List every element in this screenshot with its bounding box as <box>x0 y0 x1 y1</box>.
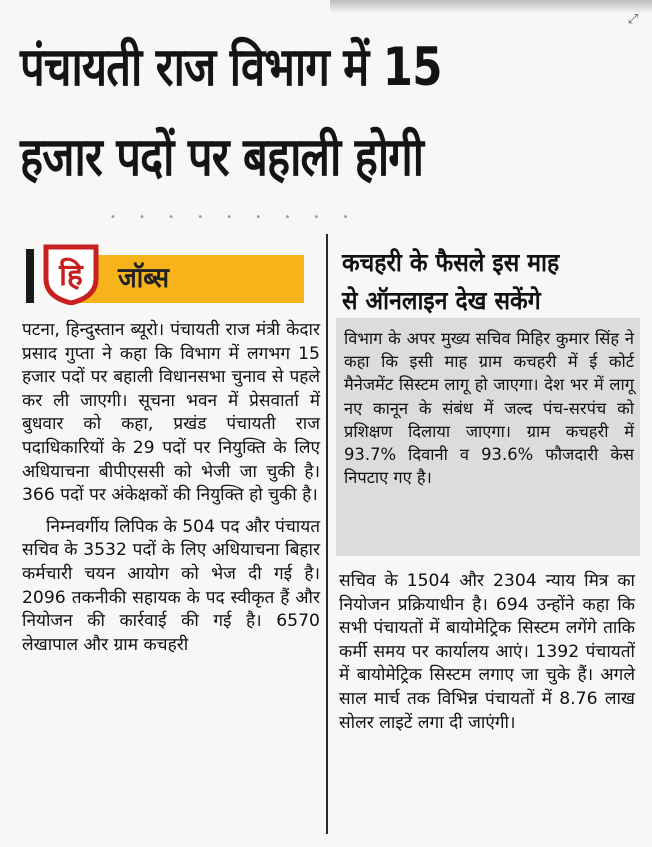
section-label-band <box>72 255 304 303</box>
main-story <box>22 319 320 657</box>
hindustan-logo-icon <box>42 243 100 305</box>
section-bar <box>26 249 34 303</box>
story-paragraph: पटना, हिन्दुस्तान ब्यूरो। पंचायती राज मंत्री केदार प्रसाद गुप्ता ने कहा कि विभाग में लगभग 15 हजार पदों पर बहाली विधानसभा चुनाव से पहले कर ली जाएगी। सूचना भवन में प्रेसवार्ता में बुधवार को कहा, प्रखंड पंचायती राज पदाधिकारियों के 29 पदों पर नियुक्ति के लिए अधियाचना बीपीएससी को भेजी जा चुकी है। 366 पदों पर अंकेक्षकों की नियुक्ति हो चुकी है। <box>22 320 320 506</box>
story-paragraph: निम्नवर्गीय लिपिक के 504 पद और पंचायत सचिव के 3532 पदों के लिए अधियाचना बिहार कर्मचारी चयन आयोग को भेज दी गई है। 2096 तकनीकी सहायक के पद स्वीकृत हैं और नियोजन की कार्रवाई की गई है। 6570 लेखापाल और ग्राम कचहरी <box>22 516 320 655</box>
side-box-heading: कचहरी के फैसले इस माह से ऑनलाइन देख सकेंगे <box>342 248 560 315</box>
column-divider <box>326 234 328 834</box>
scan-shadow <box>330 0 652 12</box>
story-continuation: सचिव के 1504 और 2304 न्याय मित्र का नियोजन प्रक्रियाधीन है। 694 उन्होंने कहा कि सभी पंचायतों में बायोमेट्रिक सिस्टम लगेंगे ताकि कर्मी समय पर कार्यालय आएं। 1392 पंचायतों में बायोमेट्रिक सिस्टम लगाए जा चुके हैं। अगले साल मार्च तक विभिन्न पंचायतों में 8.76 लाख सोलर लाइटें लगा दी जाएंगी। <box>339 571 635 733</box>
headline-line-1: पंचायती राज विभाग में 15 <box>20 37 442 98</box>
headline-line-2: हजार पदों पर बहाली होगी <box>20 127 424 188</box>
section-label: जॉब्स <box>118 261 170 294</box>
side-box-text: विभाग के अपर मुख्य सचिव मिहिर कुमार सिंह ने कहा कि इसी माह ग्राम कचहरी में ई कोर्ट मैनेजमेंट सिस्टम लागू हो जाएगा। देश भर में लागू नए कानून के संबंध में जल्द पंच-सरपंच को प्रशिक्षण दिलाया जाएगा। ग्राम कचहरी में 93.7% दिवानी व 93.6% फौजदारी केस निपटाए गए है। <box>344 329 634 488</box>
logo-letter: हि <box>59 258 83 293</box>
expand-icon[interactable]: ⤢ <box>627 12 639 27</box>
decorative-dots: • • • • • • • • • <box>110 212 359 223</box>
